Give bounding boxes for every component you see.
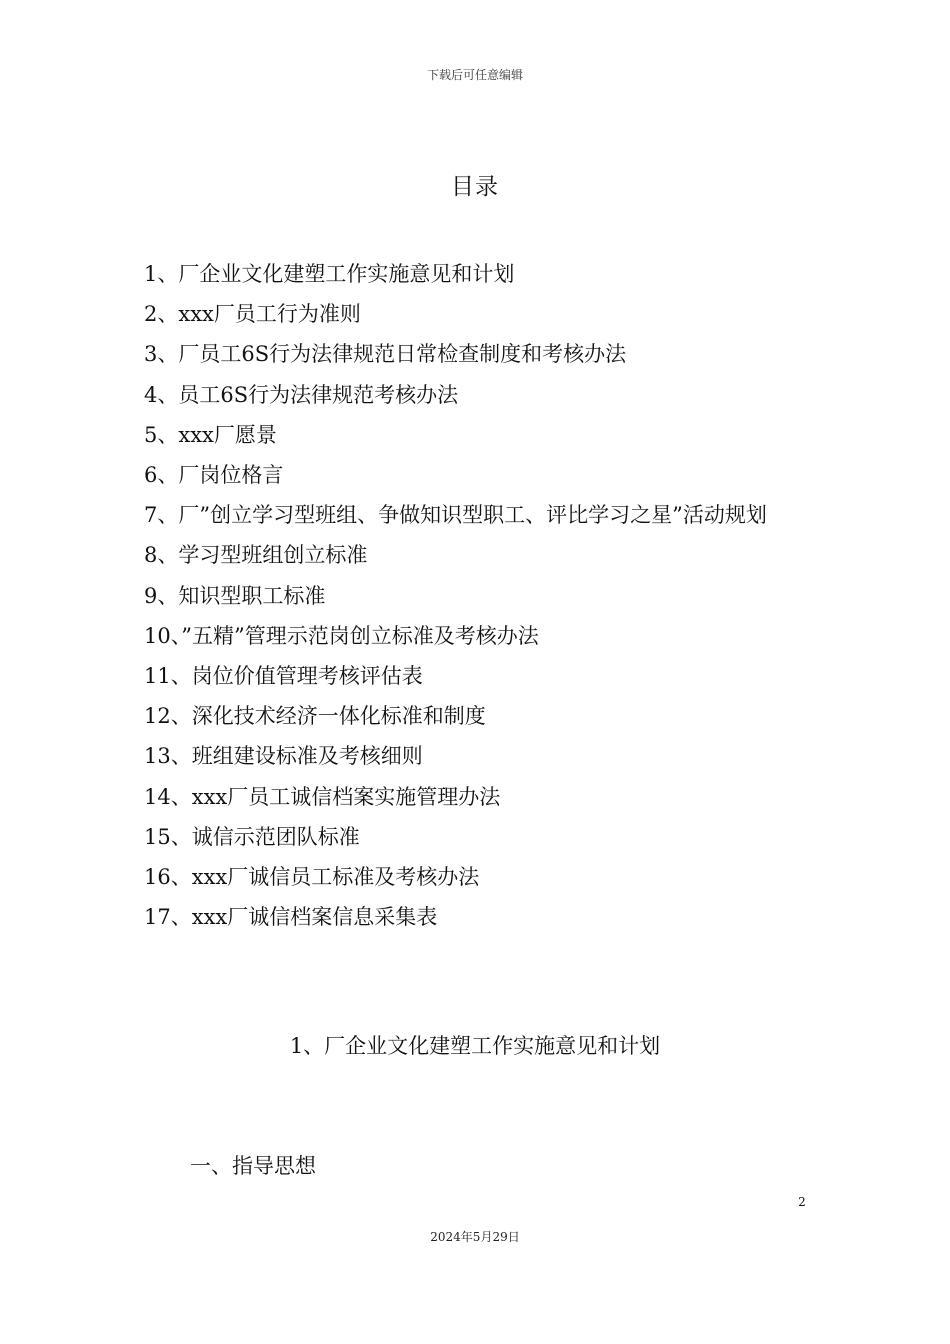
- toc-list: [144, 254, 816, 937]
- toc-item: 3、厂员工6S行为法律规范日常检查制度和考核办法: [144, 342, 627, 367]
- toc-item: 15、诚信示范团队标准: [144, 824, 360, 849]
- toc-item: 1、厂企业文化建塑工作实施意见和计划: [144, 262, 515, 286]
- toc-item: 16、xxx厂诚信员工标准及考核办法: [144, 865, 480, 890]
- toc-item: 12、深化技术经济一体化标准和制度: [144, 704, 486, 729]
- toc-item: 11、岗位价值管理考核评估表: [144, 664, 423, 689]
- toc-item: 13、班组建设标准及考核细则: [144, 744, 423, 769]
- footer-date: 2024年5月29日: [430, 1230, 520, 1244]
- page-number: 2: [798, 1195, 806, 1209]
- section-title: 1、厂企业文化建塑工作实施意见和计划: [289, 1034, 661, 1058]
- toc-title: 目录: [451, 174, 499, 200]
- toc-item: 8、学习型班组创立标准: [144, 543, 368, 568]
- toc-item: 4、员工6S行为法律规范考核办法: [144, 382, 459, 407]
- toc-item: 17、xxx厂诚信档案信息采集表: [144, 905, 438, 930]
- toc-item: 5、xxx厂愿景: [144, 422, 277, 447]
- toc-item: 10、”五精”管理示范岗创立标准及考核办法: [144, 623, 539, 648]
- toc-item: 2、xxx厂员工行为准则: [144, 302, 361, 327]
- toc-item: 9、知识型职工标准: [144, 583, 326, 608]
- subsection-heading: 一、指导思想: [190, 1154, 316, 1178]
- header-note: 下载后可任意编辑: [426, 68, 523, 82]
- toc-item: 14、xxx厂员工诚信档案实施管理办法: [144, 784, 501, 809]
- toc-item: 7、厂”创立学习型班组、争做知识型职工、评比学习之星”活动规划: [144, 503, 767, 528]
- toc-item: 6、厂岗位格言: [144, 463, 284, 488]
